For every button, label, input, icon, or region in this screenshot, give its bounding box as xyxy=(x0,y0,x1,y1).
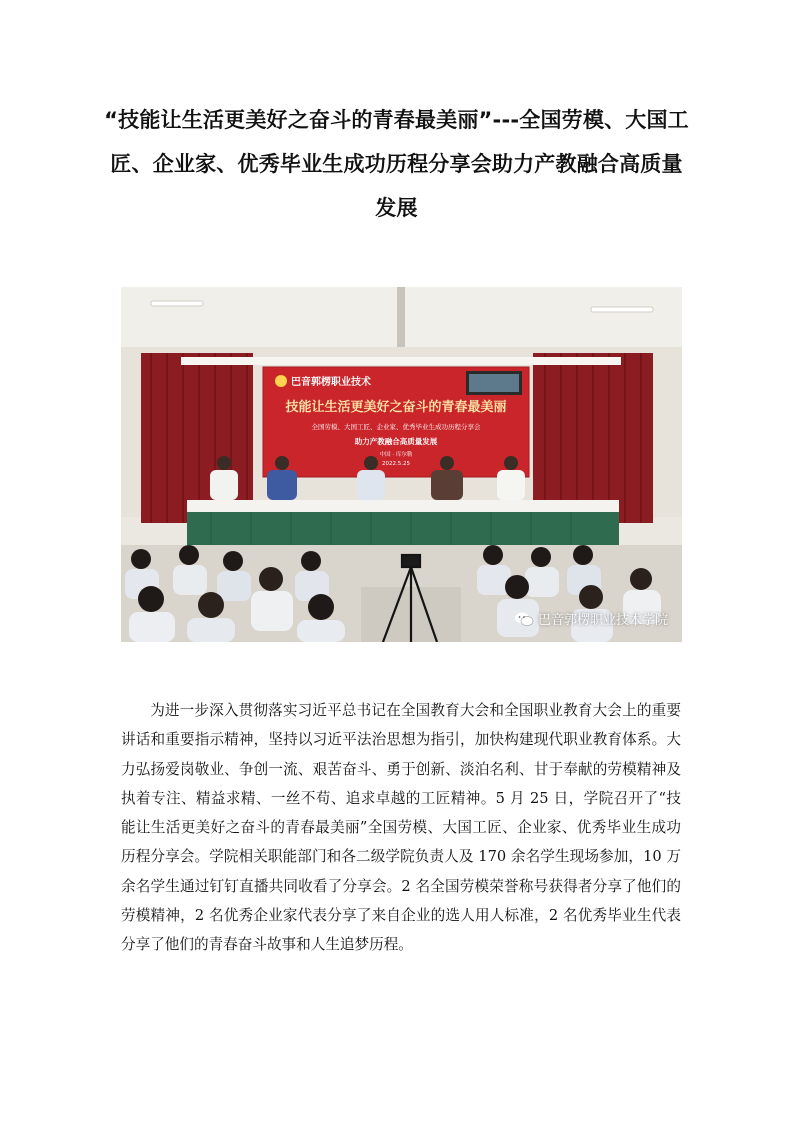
banner-org: 中国 · 库尔勒 xyxy=(379,452,413,458)
conference-photo xyxy=(121,287,682,642)
watermark xyxy=(514,609,668,628)
article-body: 为进一步深入贯彻落实习近平总书记在全国教育大会和全国职业教育大会上的重要讲话和重要指示精神，坚持以习近平法治思想为指引，加快构建现代职业教育体系。大力弘扬爱岗敬业、争创一流、艰苦奋斗、勇于创新、淡泊名利、甘于奉献的劳模精神及执着专注、精益求精、一丝不苟、追求卓越的工匠精神。5 月 25 日，学院召开了“技能让生活更美好之奋斗的青春最美丽”全国劳模、大国工匠、企业家、优秀毕业生成功历程分享会。学院相关职能部门和各二级学院负责人及 170 余名学生现场参加，10 万余名学生通过钉钉直播共同收看了分享会。2 名全国劳模荣誉称号获得者分享了他们的劳模精神，2 名优秀企业家代表分享了来自企业的选人用人标准，2 名优秀毕业生代表分享了他们的青春奋斗故事和人生追梦历程。 xyxy=(121,702,681,954)
watermark-text: 巴音郭楞职业技术学院 xyxy=(537,613,668,628)
conference-scene xyxy=(121,287,682,642)
banner-sub2: 助力产教融合高质量发展 xyxy=(354,437,438,446)
banner-sub1: 全国劳模、大国工匠、企业家、优秀毕业生成功历程分享会 xyxy=(311,423,481,431)
wechat-icon xyxy=(514,611,534,627)
banner-date: 2022.5.25 xyxy=(382,461,410,467)
banner-main: 技能让生活更美好之奋斗的青春最美丽 xyxy=(285,400,507,415)
banner-school: 巴音郭楞职业技术 xyxy=(291,377,371,388)
article-title: “技能让生活更美好之奋斗的青春最美丽”---全国劳模、大国工匠、企业家、优秀毕业生成功历程分享会助力产教融合高质量发展 xyxy=(104,108,689,220)
